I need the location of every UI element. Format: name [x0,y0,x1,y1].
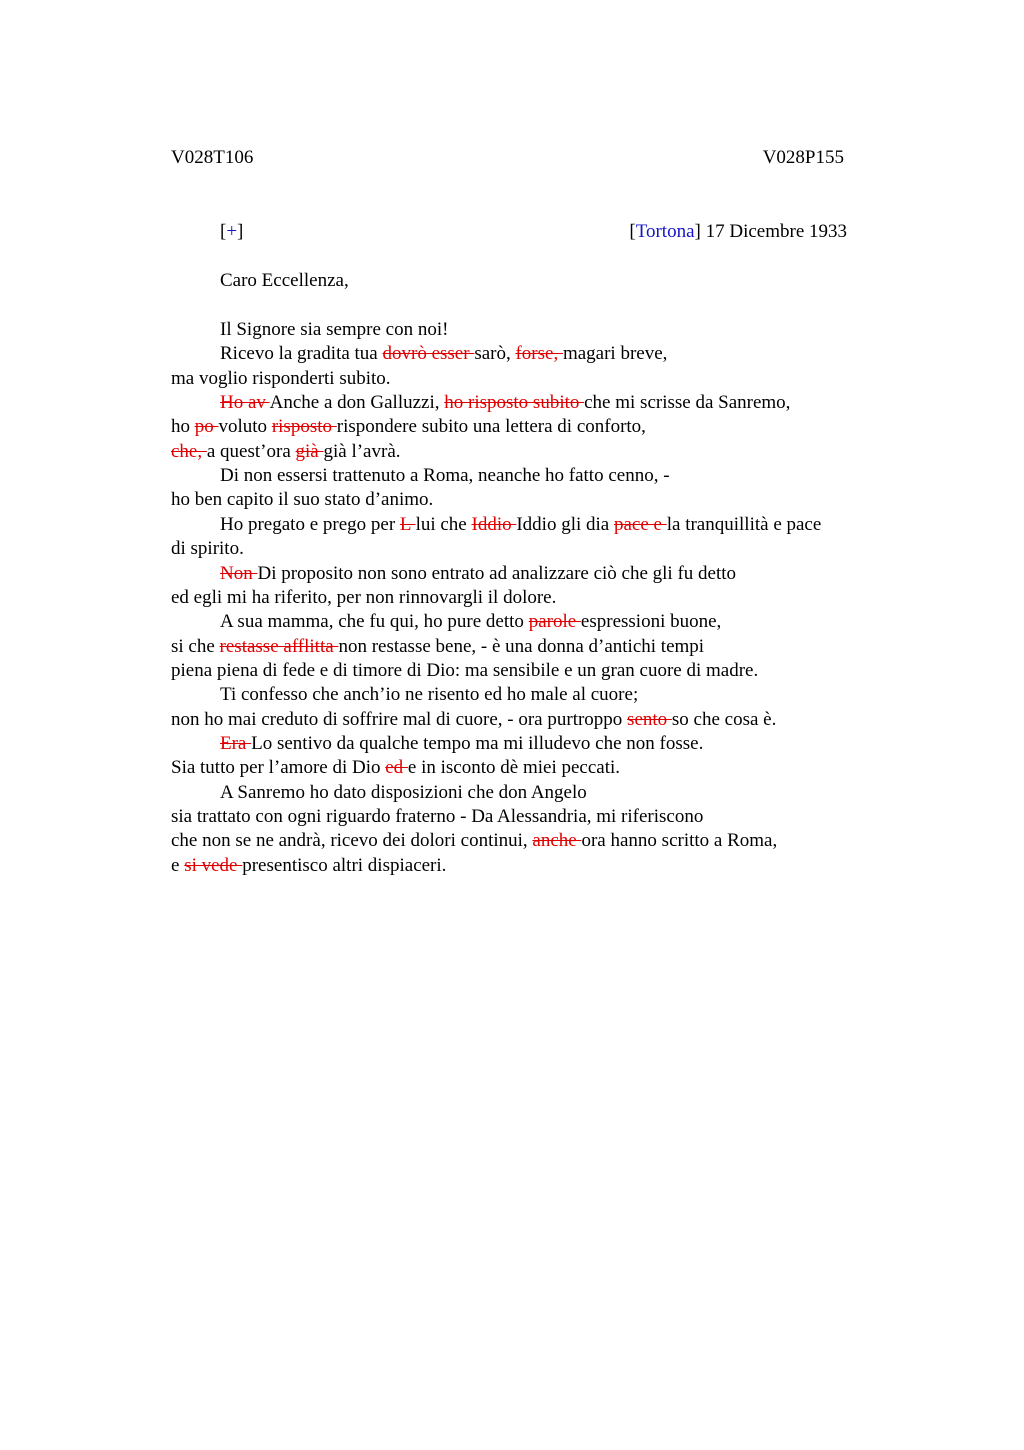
letter-line [220,684,638,706]
line-text: so che cosa è. [671,708,777,730]
deleted-text: sento [627,708,672,730]
deleted-text: pace e [614,513,667,535]
line-text: Iddio gli dia [516,513,614,535]
line-text: ora hanno scritto a Roma, [581,830,778,852]
deleted-text: già [295,440,324,462]
line-text: Ti confesso che anch’io ne risento ed ho male al cuore; [220,684,639,706]
line-text: che mi scrisse da Sanremo, [584,392,791,414]
line-text: e [171,854,185,876]
line-text: che non se ne andrà, ricevo dei dolori continui, [171,830,533,852]
line-text: Sia tutto per l’amore di Dio [171,757,386,779]
line-text: Di non essersi trattenuto a Roma, neanche ho fatto cenno, - [220,465,670,487]
letter-line [171,660,758,682]
letter-line [171,538,244,560]
letter-line [171,587,556,609]
deleted-text: ho risposto subito [444,392,585,414]
document-code-left: V028T106 [171,147,254,168]
letter-line [220,465,670,487]
line-text: Anche a don Galluzzi, [269,392,445,414]
line-text: ho ben capito il suo stato d’animo. [171,489,434,511]
letter-line [171,830,777,852]
line-text: ho [171,416,195,438]
letter-line [171,416,646,438]
line-text: ed egli mi ha riferito, per non rinnovargli il dolore. [171,586,557,608]
letter-line [171,636,704,658]
expand-link[interactable]: + [226,221,238,242]
salutation: Caro Eccellenza, [220,270,349,291]
line-text: A Sanremo ho dato disposizioni che don Angelo [220,781,587,803]
line-text: Di proposito non sono entrato ad analizzare ciò che gli fu detto [257,562,737,584]
deleted-text: restasse afflitta [219,635,339,657]
line-text: sarò, [474,343,516,365]
deleted-text: Iddio [471,513,517,535]
letter-line [220,563,736,585]
letter-line [220,392,790,414]
line-text: e in isconto dè miei peccati. [407,757,621,779]
deleted-text: Ho av [220,392,270,414]
deleted-text: anche [532,830,582,852]
letter-line [171,855,446,877]
deleted-text: dovrò esser [382,343,475,365]
bracket-close: ] [694,221,701,242]
line-text: la tranquillità e pace [666,513,822,535]
deleted-text: Era [220,732,252,754]
letter-place-date [629,221,847,243]
line-text: Ho pregato e prego per [220,513,400,535]
line-text: si che [171,635,220,657]
bracket-open: [ [220,221,227,242]
letter-meta-left [220,221,243,243]
line-text: già l’avrà. [323,440,401,462]
letter-line [220,611,721,633]
line-text: presentisco altri dispiaceri. [242,854,447,876]
letter-line [220,782,587,804]
line-text: sia trattato con ogni riguardo fraterno - Da Alessandria, mi riferiscono [171,806,704,827]
line-text: magari breve, [562,343,668,365]
line-text: Il Signore sia sempre con noi! [220,319,449,340]
deleted-text: L [399,513,416,535]
line-text: espressioni buone, [580,611,722,633]
deleted-text: si vede [184,854,243,876]
letter-line [220,319,448,341]
line-text: non ho mai creduto di soffrire mal di cuore, - ora purtroppo [171,708,628,730]
deleted-text: forse, [515,343,563,365]
line-text: di spirito. [171,538,244,560]
deleted-text: che, [171,440,207,462]
letter-line [171,757,620,779]
bracket-close: ] [237,221,244,242]
line-text: piena piena di fede e di timore di Dio: ma sensibile e un gran cuore di madre. [171,659,759,681]
line-text: A sua mamma, che fu qui, ho pure detto [220,611,529,633]
letter-line [171,489,433,511]
deleted-text: po [194,416,219,438]
letter-line [220,733,703,755]
line-text: voluto [218,416,272,438]
deleted-text: ed [385,757,408,779]
deleted-text: parole [528,611,581,633]
line-text: ma voglio risponderti subito. [171,367,391,389]
letter-line [171,806,703,828]
line-text: Lo sentivo da qualche tempo ma mi illudevo che non fosse. [251,732,704,754]
bracket-open: [ [629,221,636,242]
letter-line [220,343,667,365]
place-link[interactable]: Tortona [635,221,695,242]
line-text: non restasse bene, - è una donna d’antichi tempi [338,635,705,657]
letter-date: 17 Dicembre 1933 [700,221,847,242]
line-text: lui che [415,513,472,535]
deleted-text: Non [220,562,258,584]
line-text: rispondere subito una lettera di conforto, [336,416,646,438]
line-text: Ricevo la gradita tua [220,343,383,365]
document-code-right: V028P155 [762,147,844,168]
deleted-text: risposto [271,416,337,438]
letter-line [171,368,391,390]
letter-line [220,514,821,536]
letter-line [171,709,776,731]
line-text: a quest’ora [206,440,296,462]
letter-line [171,441,401,463]
